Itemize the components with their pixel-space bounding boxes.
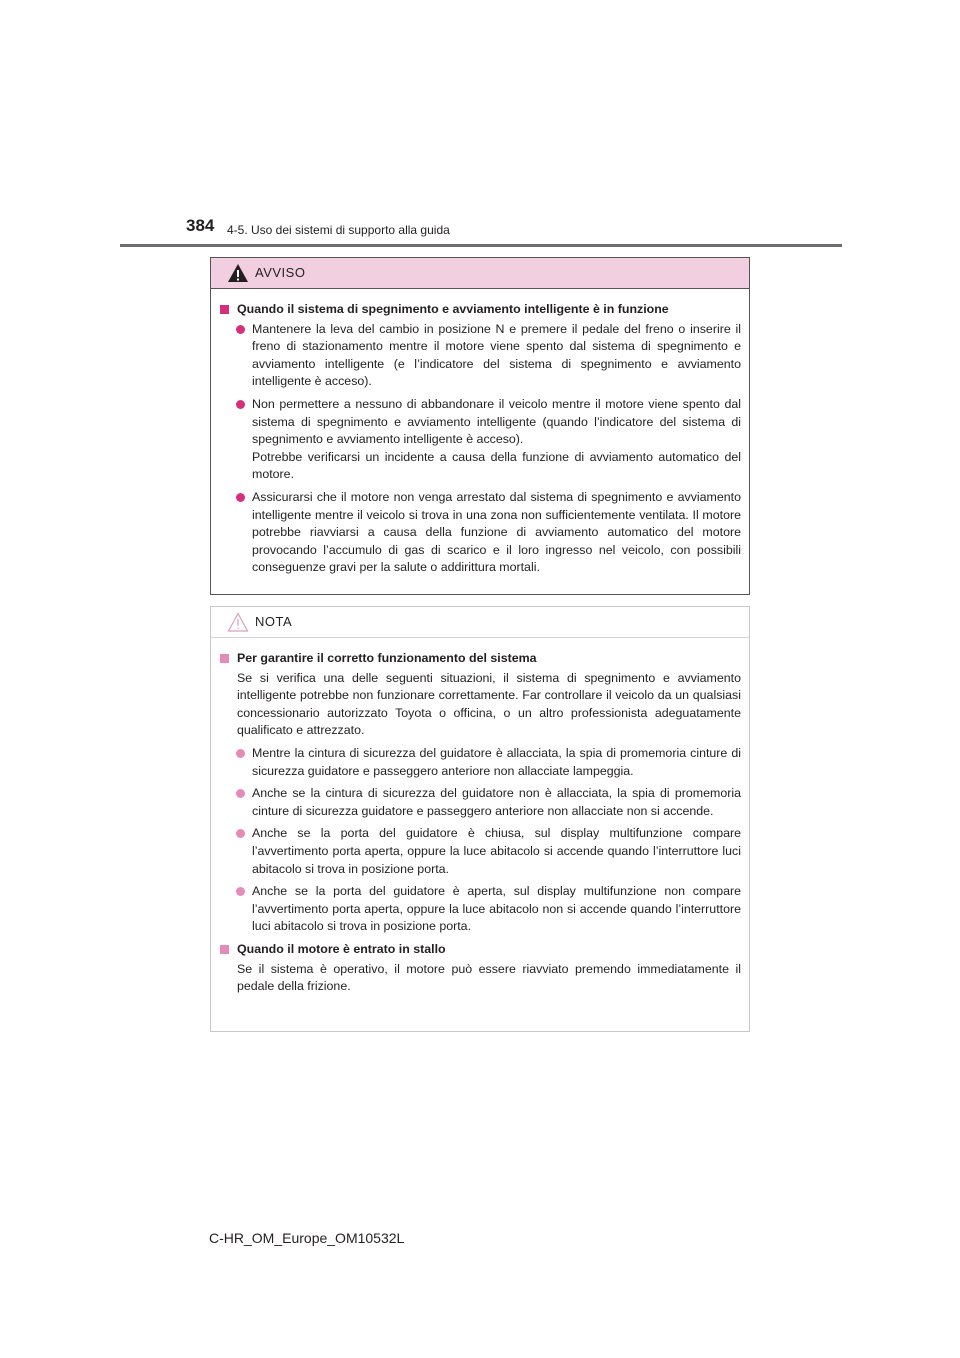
square-bullet-icon — [220, 305, 229, 314]
nota-heading-text: Per garantire il corretto funzionamento del sistema — [237, 651, 537, 665]
nota-bullet-text: Anche se la cintura di sicurezza del guidatore non è allacciata, la spia di promemoria cinture di sicurezza guidatore e passeggero anteriore non allacciate non si accende. — [252, 786, 741, 818]
circle-bullet-icon — [236, 749, 245, 758]
nota-bullet-text: Mentre la cintura di sicurezza del guidatore è allacciata, la spia di promemoria cinture di sicurezza guidatore e passeggero anteriore non allacciate lampeggia. — [252, 745, 741, 778]
nota-box — [210, 606, 750, 1032]
circle-bullet-icon — [236, 325, 245, 334]
header-rule — [120, 244, 842, 247]
square-bullet-icon — [220, 654, 229, 663]
avviso-bullet-text: Mantenere la leva del cambio in posizione N e premere il pedale del freno o inserire il freno di stazionamento mentre il motore viene spento dal sistema di spegnimento e avviamento intelligente (e l’indicatore del sistema di spegnimento e avviamento intelligente è acceso). — [252, 321, 741, 389]
nota-label: NOTA — [255, 614, 293, 629]
avviso-header — [211, 258, 749, 289]
avviso-label: AVVISO — [255, 265, 306, 280]
circle-bullet-icon — [236, 400, 245, 409]
avviso-bullet-text: Non permettere a nessuno di abbandonare il veicolo mentre il motore viene spento dal sistema di spegnimento e avviamento intelligente (quando l’indicatore del sistema di spegnimento e avviamento intelligente è acceso). — [252, 396, 741, 447]
nota-bullet — [220, 745, 741, 780]
nota-heading-1 — [220, 650, 741, 668]
nota-heading-text: Quando il motore è entrato in stallo — [237, 941, 446, 956]
nota-bullet-text: Anche se la porta del guidatore è aperta, sul display multifunzione non compare l’avvertimento porta aperta, oppure la luce abitacolo non si accende quando l’interruttore luci abitacolo si trova in posizione porta. — [252, 884, 741, 934]
square-bullet-icon — [220, 945, 229, 954]
nota-header — [211, 607, 749, 638]
avviso-heading — [220, 301, 741, 319]
document-id: C-HR_OM_Europe_OM10532L — [209, 1230, 405, 1246]
nota-bullet — [220, 883, 741, 936]
nota-bullet — [220, 825, 741, 878]
avviso-box — [210, 257, 750, 595]
avviso-bullet — [220, 396, 741, 484]
nota-bullet-text: Anche se la porta del guidatore è chiusa, sul display multifunzione compare l’avvertimento porta aperta, oppure la luce abitacolo si accende quando l’interruttore luci abitacolo si trova in posizione porta. — [252, 826, 741, 876]
section-title: 4-5. Uso dei sistemi di supporto alla guida — [227, 223, 450, 237]
nota-intro: Se si verifica una delle seguenti situazioni, il sistema di spegnimento e avviamento intelligente potrebbe non funzionare correttamente. Far controllare il veicolo da un qualsiasi concessionario autorizzato Toyota o officina, o un altro professionista adeguatamente qualificato e attrezzato. — [237, 670, 741, 738]
circle-bullet-icon — [236, 493, 245, 502]
avviso-bullet — [220, 321, 741, 391]
page-header — [120, 214, 842, 248]
nota-heading-2 — [220, 941, 741, 959]
warning-triangle-filled-icon — [227, 263, 249, 283]
page-number: 384 — [186, 216, 215, 235]
avviso-bullet — [220, 489, 741, 577]
circle-bullet-icon — [236, 789, 245, 798]
avviso-bullet-text: Assicurarsi che il motore non venga arrestato dal sistema di spegnimento e avviamento intelligente mentre il veicolo si trova in una zona non sufficientemente ventilata. Il motore potrebbe riavviarsi a causa della funzione di avviamento automatico del motore provocando l’accumulo di gas di scarico e il loro ingresso nel veicolo, con possibili conseguenze gravi per la salute o addirittura mortali. — [252, 489, 741, 575]
circle-bullet-icon — [236, 829, 245, 838]
avviso-bullet-extra-text: Potrebbe verificarsi un incidente a causa della funzione di avviamento automatico del motore. — [252, 449, 741, 482]
nota-section2-text: Se il sistema è operativo, il motore può essere riavviato premendo immediatamente il pedale della frizione. — [237, 961, 741, 994]
caution-triangle-outline-icon — [227, 612, 249, 632]
circle-bullet-icon — [236, 887, 245, 896]
nota-bullet — [220, 785, 741, 820]
avviso-heading-text: Quando il sistema di spegnimento e avviamento intelligente è in funzione — [237, 302, 669, 316]
